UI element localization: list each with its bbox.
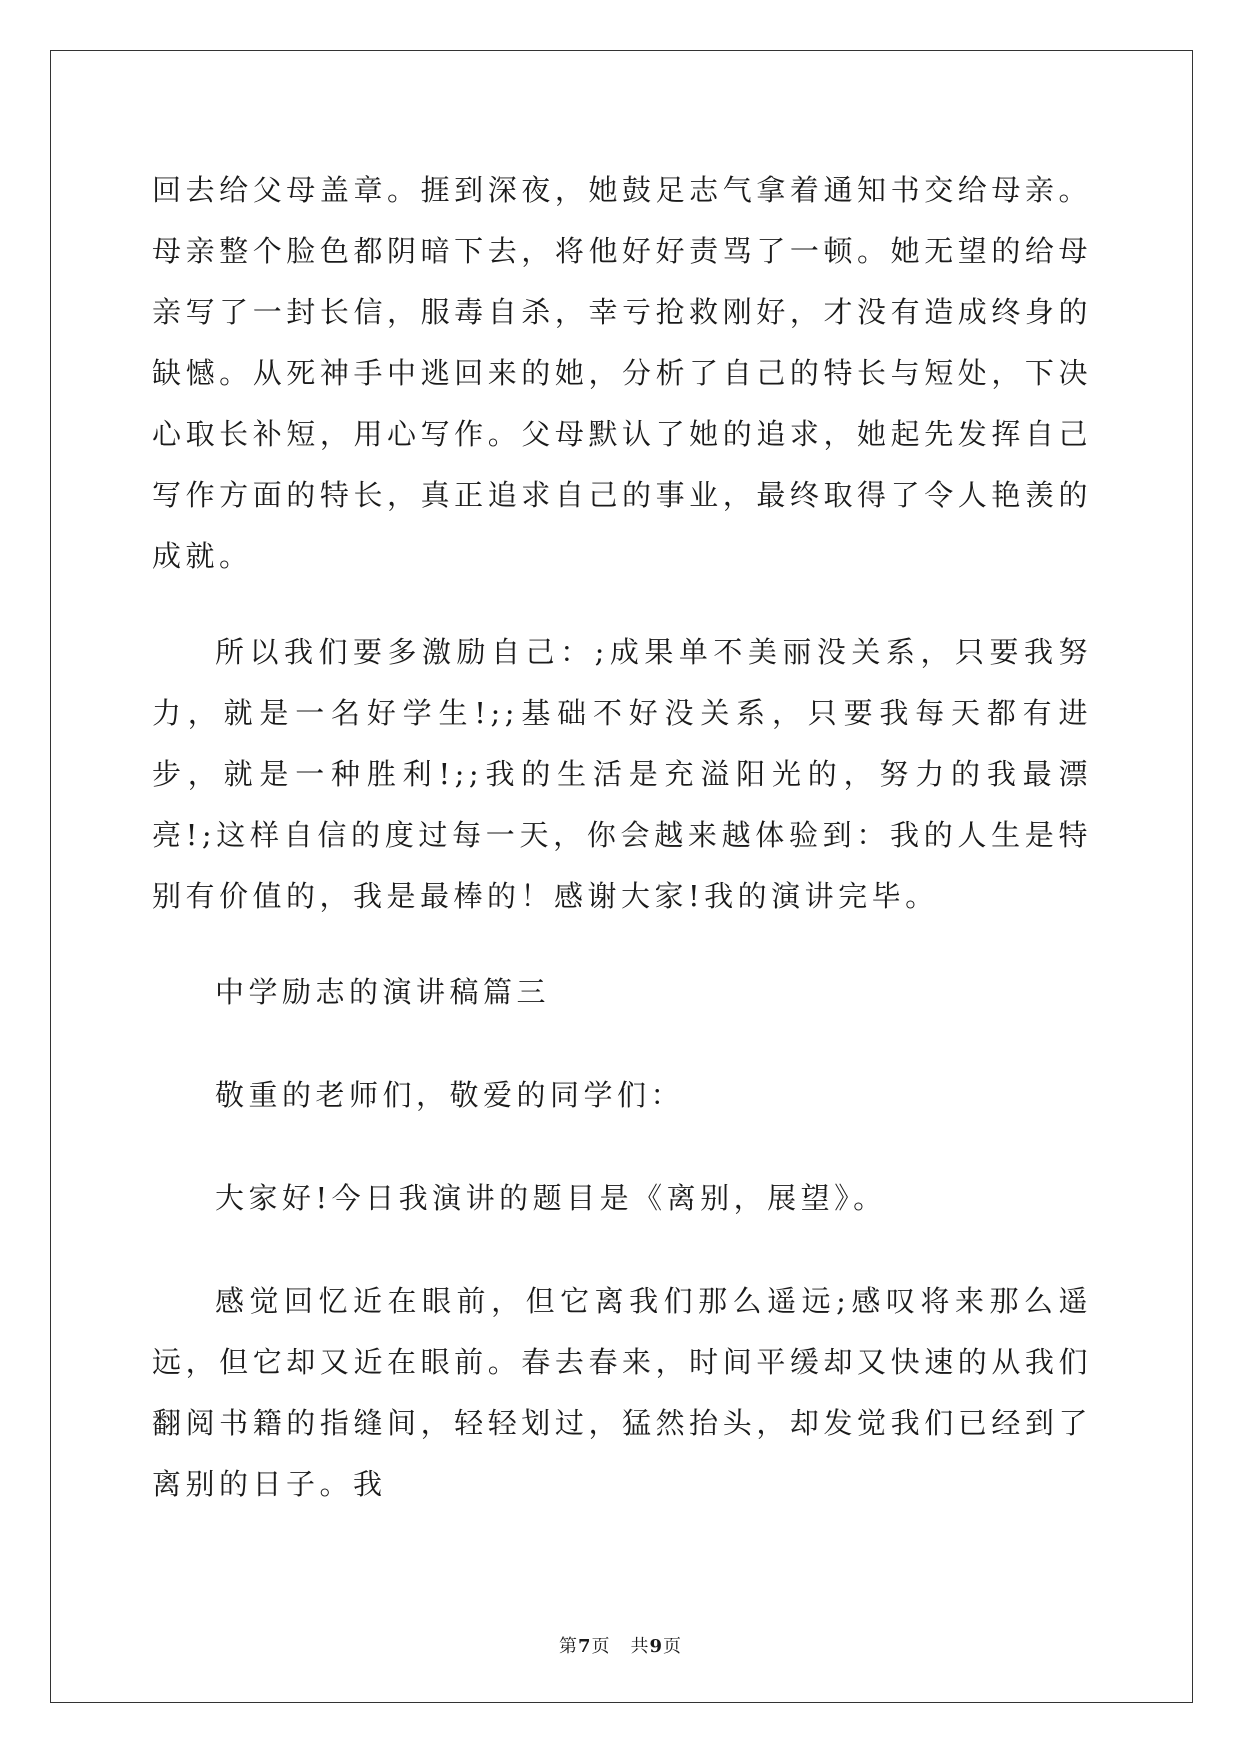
paragraph-6: 感觉回忆近在眼前，但它离我们那么遥远;感叹将来那么遥远，但它却又近在眼前。春去春来，时间平缓却又快速的从我们翻阅书籍的指缝间，轻轻划过，猛然抬头，却发觉我们已经到了离别的日子。我 — [152, 1284, 1092, 1501]
page-footer — [0, 1632, 1241, 1658]
current-page-number: 7 — [577, 1636, 592, 1657]
footer-prefix: 第 — [558, 1636, 578, 1657]
greeting: 大家好!今日我演讲的题目是《离别，展望》。 — [215, 1181, 887, 1215]
paragraph-2: 所以我们要多激励自己：;成果单不美丽没关系，只要我努力，就是一名好学生!;;基础不好没关系，只要我每天都有进步，就是一种胜利!;;我的生活是充溢阳光的，努力的我最漂亮!;这样自信的度过每一天，你会越来越体验到：我的人生是特别有价值的，我是最棒的！感谢大家!我的演讲完毕。 — [152, 635, 1092, 913]
footer-current-suffix: 页 — [591, 1636, 611, 1657]
footer-total-prefix: 共 — [630, 1636, 650, 1657]
document-body — [152, 160, 1092, 1550]
paragraph-1: 回去给父母盖章。捱到深夜，她鼓足志气拿着通知书交给母亲。母亲整个脸色都阴暗下去，将他好好责骂了一顿。她无望的给母亲写了一封长信，服毒自杀，幸亏抢救刚好，才没有造成终身的缺憾。从死神手中逃回来的她，分析了自己的特长与短处，下决心取长补短，用心写作。父母默认了她的追求，她起先发挥自己写作方面的特长，真正追求自己的事业，最终取得了令人艳羡的成就。 — [152, 173, 1092, 573]
section-heading: 中学励志的演讲稿篇三 — [215, 975, 551, 1009]
total-page-number: 9 — [649, 1636, 664, 1657]
salutation: 敬重的老师们，敬爱的同学们： — [215, 1078, 685, 1112]
footer-total-suffix: 页 — [663, 1636, 683, 1657]
